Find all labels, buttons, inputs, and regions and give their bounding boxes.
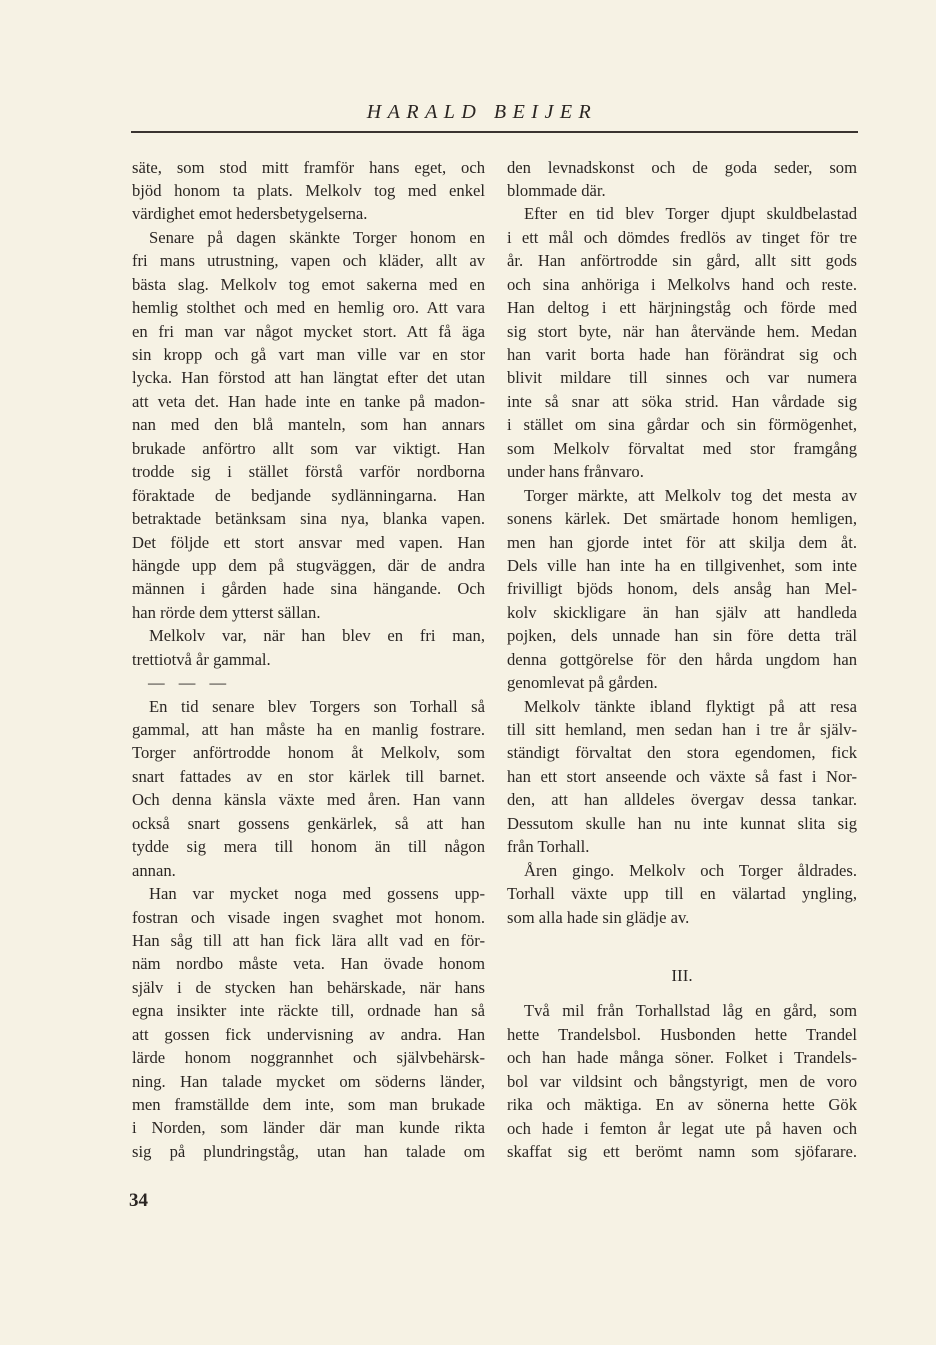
text-line: frivilligt bjöds honom, dels ansåg han Mel-: [507, 579, 857, 599]
text-line: han varit borta hade han förändrat sig och: [507, 345, 857, 364]
text-line: också snart gossens genkärlek, så att han: [132, 813, 485, 833]
text-line: sin kropp och gå vart man ville var en stor: [132, 345, 485, 364]
text-line: hemlig stolthet och med en hemlig oro. Att vara: [132, 298, 485, 318]
text-line: Åren gingo. Melkolv och Torger åldrades.: [524, 860, 857, 880]
text-line: näm nordbo måste veta. Han övade honom: [132, 954, 485, 974]
header-rule: [131, 131, 858, 133]
text-line: lycka. Han förstod att han längtat efter det utan: [132, 368, 485, 388]
text-line: betraktade betänksam sina nya, blanka vapen.: [132, 509, 485, 529]
paragraph: [507, 695, 857, 859]
paragraph: [132, 624, 485, 671]
page-number: 34: [129, 1190, 148, 1211]
text-line: men han gjorde intet för att skilja dem åt.: [507, 532, 857, 552]
paragraph: [507, 202, 857, 483]
text-line: Två mil från Torhallstad låg en gård, som: [524, 1001, 857, 1021]
text-line: Melkolv var, när han blev en fri man,: [149, 626, 485, 646]
text-line: till sitt hemland, men sedan han i tre år själv-: [507, 720, 857, 739]
paragraph: [132, 226, 485, 624]
text-line: Dels ville han inte ha en tillgivenhet, som inte: [507, 555, 857, 575]
text-line: Han deltog i ett härjningståg och förde med: [507, 298, 857, 318]
text-line: ning. Han talade mycket om söderns länder,: [132, 1071, 485, 1091]
text-line: år. Han anförtrodde sin gård, allt sitt gods: [507, 251, 857, 271]
text-line: en fri man var något mycket stort. Att få äga: [132, 321, 485, 341]
text-line: Och denna känsla växte med åren. Han vann: [132, 790, 485, 810]
text-line: snart fattades av en stor kärlek till barnet.: [132, 766, 485, 786]
text-line: egna insikter inte räckte till, ordnade han så: [132, 1001, 485, 1021]
text-line: sig stort byte, när han återvände hem. Medan: [507, 321, 857, 341]
text-line: Efter en tid blev Torger djupt skuldbelastad: [524, 204, 857, 224]
text-line: trettiotvå år gammal.: [132, 649, 271, 669]
text-line: den levnadskonst och de goda seder, som: [507, 157, 857, 177]
text-line: i stället om sina gårdar och sin förmögenhet,: [507, 415, 857, 435]
right-column: [507, 156, 857, 1164]
text-line: från Torhall.: [507, 837, 590, 857]
text-line: och han hade många söner. Folket i Trandels-: [507, 1048, 857, 1068]
text-line: nan med den blå manteln, som han annars: [132, 415, 485, 435]
text-line: annan.: [132, 860, 176, 880]
chapter-heading: III.: [671, 966, 693, 986]
text-line: fri mans utrustning, vapen och kläder, allt av: [132, 251, 485, 271]
text-line: gammal, att han måste ha en manlig fostrare.: [132, 720, 485, 739]
text-line: lärde honom noggrannhet och självbehärsk-: [132, 1048, 485, 1068]
paragraph: [132, 695, 485, 883]
text-line: värdighet emot hedersbetygelserna.: [132, 204, 368, 224]
text-line: Dessutom skulle han nu inte kunnat slita sig: [507, 813, 857, 833]
text-line: föraktade de bedjande sydlänningarna. Han: [132, 485, 485, 505]
paragraph: [507, 859, 857, 929]
text-line: Det följde ett stort ansvar med vapen. Han: [132, 532, 485, 552]
paragraph: [132, 156, 485, 226]
text-line: bol var vildsint och bångstyrigt, men de voro: [507, 1071, 857, 1091]
text-line: i Norden, som länder där man kunde rikta: [132, 1118, 485, 1138]
text-line: Han var mycket noga med gossens upp-: [149, 884, 485, 904]
section-separator: — — —: [148, 673, 227, 693]
text-line: och hade i femton år legat ute på haven och: [507, 1118, 857, 1138]
paragraph: [507, 484, 857, 695]
text-line: brukade anförtro allt som var viktigt. Han: [132, 438, 485, 458]
text-line: Torger märkte, att Melkolv tog det mesta av: [524, 485, 857, 505]
text-line: under hans frånvaro.: [507, 462, 644, 482]
text-line: Han såg till att han fick lära allt vad en för-: [132, 930, 485, 950]
text-line: han ett stort anseende och växte så fast i Nor-: [507, 766, 857, 786]
text-line: pojken, dels unnade han sin före detta träl: [507, 626, 857, 646]
text-line: rika och mäktiga. En av sönerna hette Gök: [507, 1095, 857, 1115]
text-line: bästa slag. Melkolv tog emot sakerna med en: [132, 274, 485, 294]
text-line: han rörde dem ytterst sällan.: [132, 602, 321, 622]
text-line: En tid senare blev Torgers son Torhall så: [149, 696, 485, 716]
text-line: genomlevat på gården.: [507, 673, 658, 693]
text-line: hängde upp dem på stugväggen, där de andra: [132, 555, 485, 575]
text-line: skaffat sig ett berömt namn som sjöfarare.: [507, 1142, 857, 1162]
text-line: blivit mildare till sinnes och var numera: [507, 368, 857, 388]
text-line: att veta det. Han hade inte en tanke på madon-: [132, 391, 485, 411]
text-line: Melkolv tänkte ibland flyktigt på att resa: [524, 696, 857, 716]
text-line: blommade där.: [507, 180, 606, 200]
text-line: som Melkolv förvaltat med stor framgång: [507, 438, 857, 458]
text-line: Senare på dagen skänkte Torger honom en: [149, 227, 485, 247]
text-line: trodde sig i stället förstå varför nordborna: [132, 462, 485, 482]
running-head: HARALD BEIJER: [366, 101, 598, 123]
text-line: säte, som stod mitt framför hans eget, och: [132, 157, 485, 177]
text-line: fostran och visade ingen svaghet mot honom.: [132, 907, 485, 927]
text-line: ständigt förvaltat den stora egendomen, fick: [507, 743, 857, 763]
text-line: tydde sig mera till honom än till någon: [132, 837, 485, 857]
text-line: inte så snar att söka strid. Han vårdade sig: [507, 391, 857, 411]
text-line: sig på plundringståg, utan han talade om: [132, 1141, 485, 1161]
text-line: som alla hade sin glädje av.: [507, 907, 690, 927]
paragraph: [507, 156, 857, 203]
text-line: den, att han alldeles övergav dessa tankar.: [507, 790, 857, 810]
text-line: Torger anförtrodde honom åt Melkolv, som: [132, 743, 485, 763]
text-line: kolv skickligare än han själv att handleda: [507, 602, 857, 622]
text-line: att gossen fick undervisning av andra. Han: [132, 1024, 485, 1044]
paragraph: [507, 999, 857, 1163]
text-line: bjöd honom ta plats. Melkolv tog med enkel: [132, 180, 485, 200]
paragraph: [132, 882, 485, 1163]
text-line: denna gottgörelse för den hårda ungdom han: [507, 649, 857, 669]
text-line: men framställde dem inte, som man brukade: [132, 1095, 485, 1114]
text-line: och sina anhöriga i Melkolvs hand och reste.: [507, 274, 857, 294]
left-column: [132, 156, 485, 1164]
text-line: männen i gården hade sina hängande. Och: [132, 579, 485, 599]
text-line: hette Trandelsbol. Husbonden hette Trandel: [507, 1024, 857, 1044]
text-line: själv i de stycken han behärskade, när hans: [132, 977, 485, 997]
text-line: i ett mål och dömdes fredlös av tinget för tre: [507, 227, 857, 247]
text-line: sonens kärlek. Det smärtade honom hemligen,: [507, 509, 857, 529]
text-line: Torhall växte upp till en välartad yngling,: [507, 884, 857, 904]
